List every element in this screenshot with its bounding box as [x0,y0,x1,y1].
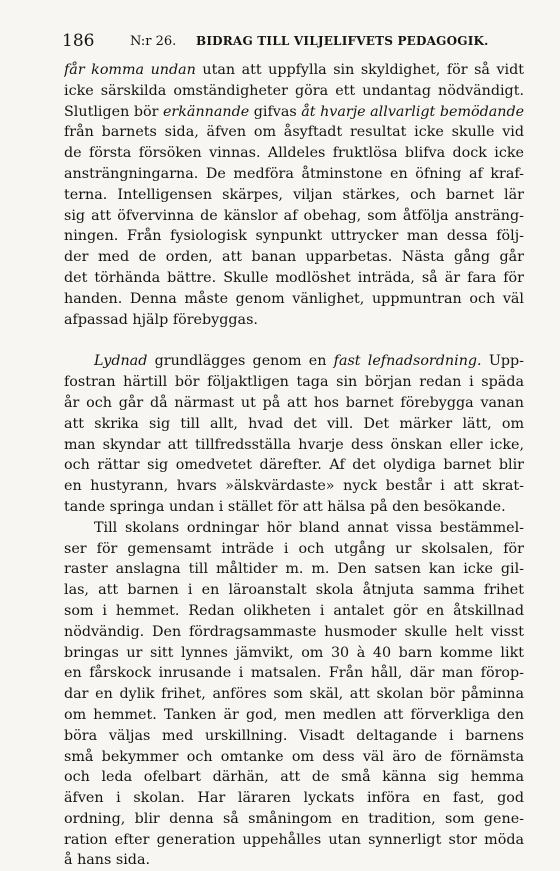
text-run: och leda ofelbart därhän, att de små känna sig hemma [64,769,524,786]
text-line [64,539,524,560]
text-line [64,643,524,664]
text-line [64,206,524,227]
text-run: och rättar sig omedvetet därefter. Af det olydiga barnet blir [64,457,524,474]
text-run: Slutligen bör [64,103,163,120]
text-line [64,310,524,331]
text-line [64,705,524,726]
text-line [64,767,524,788]
text-line [64,414,524,435]
text-run: fostran härtill bör följaktligen taga sin början redan i späda [64,374,524,391]
italic-run: erkännande [162,103,250,120]
text-line [64,122,524,143]
text-run: der med de orden, att banan upparbetas. Nästa gång går [64,249,524,266]
text-line [64,435,524,456]
italic-run: åt hvarje allvarligt bemödande [301,103,524,120]
paragraph [64,518,524,871]
text-line [64,850,524,871]
running-header [62,31,522,51]
text-line [64,518,524,539]
text-line [64,788,524,809]
text-run: det törhända bättre. Skulle modlöshet inträda, så är fara för [64,269,524,286]
text-run: dar en dylik frihet, anföres som skäl, att skolan bör påminna [64,686,524,703]
text-run: nödvändig. Den fördragsammaste husmoder skulle helt visst [64,623,524,640]
text-run: en fårskock inrusande i matsalen. Från håll, där man förор- [64,665,524,682]
text-run: en hustyrann, hvars »älskvärdaste» nyck består i att skrat- [64,478,524,495]
text-run: tande springa undan i stället för att hälsa på den besökande. [64,498,506,515]
text-run: å hans sida. [64,852,151,869]
italic-run: Lydnad [94,353,148,370]
text-line [64,268,524,289]
text-line [64,622,524,643]
text-line [64,455,524,476]
text-run: terna. Intelligensen skärpes, viljan stärkes, och barnet lär [64,186,524,203]
text-line [64,143,524,164]
text-line [64,185,524,206]
text-run: äfven i skolan. Har läraren lyckats införa en fast, god [64,790,524,807]
text-line [64,601,524,622]
text-line [64,726,524,747]
text-line [64,684,524,705]
text-run: ansträngningarna. De medföra åtminstone en öfning af kraf- [64,165,524,182]
text-run: man skyndar att tillfredsställa hvarje dess önskan eller icke, [64,436,524,453]
text-run: afpassad hjälp förebyggas. [64,311,258,328]
text-run: grundlägges genom en [147,353,334,370]
text-line [64,809,524,830]
text-line [64,663,524,684]
text-line [64,226,524,247]
text-line [64,289,524,310]
text-line [64,393,524,414]
text-run: böra väljas med urskillning. Visadt deltagande i barnens [64,727,524,744]
text-run: från barnets sida, äfven om åsyftadt resultat icke skulle vid [64,124,524,141]
text-line [64,372,524,393]
text-run: bringas ur sitt lynnes jämvikt, om 30 à 40 barn komme likt [64,644,524,661]
text-line [64,247,524,268]
text-run: Till skolans ordningar hör bland annat vissa bestämmel- [94,519,524,536]
text-run: små bekymmer och omtanke om dess väl äro de förnämsta [64,748,524,765]
text-run: icke särskilda omständigheter göra ett undantag nödvändigt. [64,82,524,99]
text-line [64,580,524,601]
text-run: sig att öfvervinna de känslor af obehag, som åtfölja ansträng- [64,207,524,224]
text-run: ration efter generation uppehålles utan synnerligt stor möda [64,831,524,848]
text-line [64,351,524,372]
text-run: gifvas [249,103,302,120]
text-run: ser för gemensamt inträde i och utgång ur skolsalen, för [64,540,524,557]
text-run: handen. Denna måste genom vänlighet, uppmuntran och väl [64,290,524,307]
text-run: las, att barnen i en läroanstalt skola åtnjuta samma frihet [64,582,524,599]
text-run: utan att uppfylla sin skyldighet, för så vidt [195,62,524,78]
text-line [64,747,524,768]
text-run: raster anslagna till måltider m. m. Den satsen kan icke gil- [64,561,524,578]
text-line [64,164,524,185]
text-run: att skrika sig till allt, hvad det vill. Det märker lätt, om [64,415,524,432]
text-run: ningen. Från fysiologisk synpunkt uttrycker man dessa följ- [64,228,524,245]
text-line [64,81,524,102]
text-line [64,476,524,497]
text-line [64,497,524,518]
page-number: 186 [62,31,95,51]
body-text [64,60,524,871]
running-title: BIDRAG TILL VILJELIFVETS PEDAGOGIK. [196,34,489,48]
text-line [64,830,524,851]
text-run: som i hemmet. Redan olikheten i antalet gör en åtskillnad [64,602,524,619]
issue-number: N:r 26. [130,34,177,49]
text-line [64,559,524,580]
paragraph [64,60,524,330]
text-run: år och går då närmast ut på att hos barnet förebygga vanan [64,394,524,411]
text-line [64,102,524,123]
italic-run: fast lefnadsordning. [333,353,482,370]
italic-run: får komma undan [64,62,196,78]
text-line [64,60,524,81]
paragraph-gap [64,330,524,351]
text-run: de första försöken vinnas. Alldeles fruktlösa blifva dock icke [64,145,524,162]
text-run: Upp- [481,353,524,370]
paragraph [64,351,524,517]
text-run: om hemmet. Tanken är god, men medlen att förverkliga den [64,706,524,723]
text-run: ordning, blir denna så småningom en tradition, som gene- [64,810,524,827]
